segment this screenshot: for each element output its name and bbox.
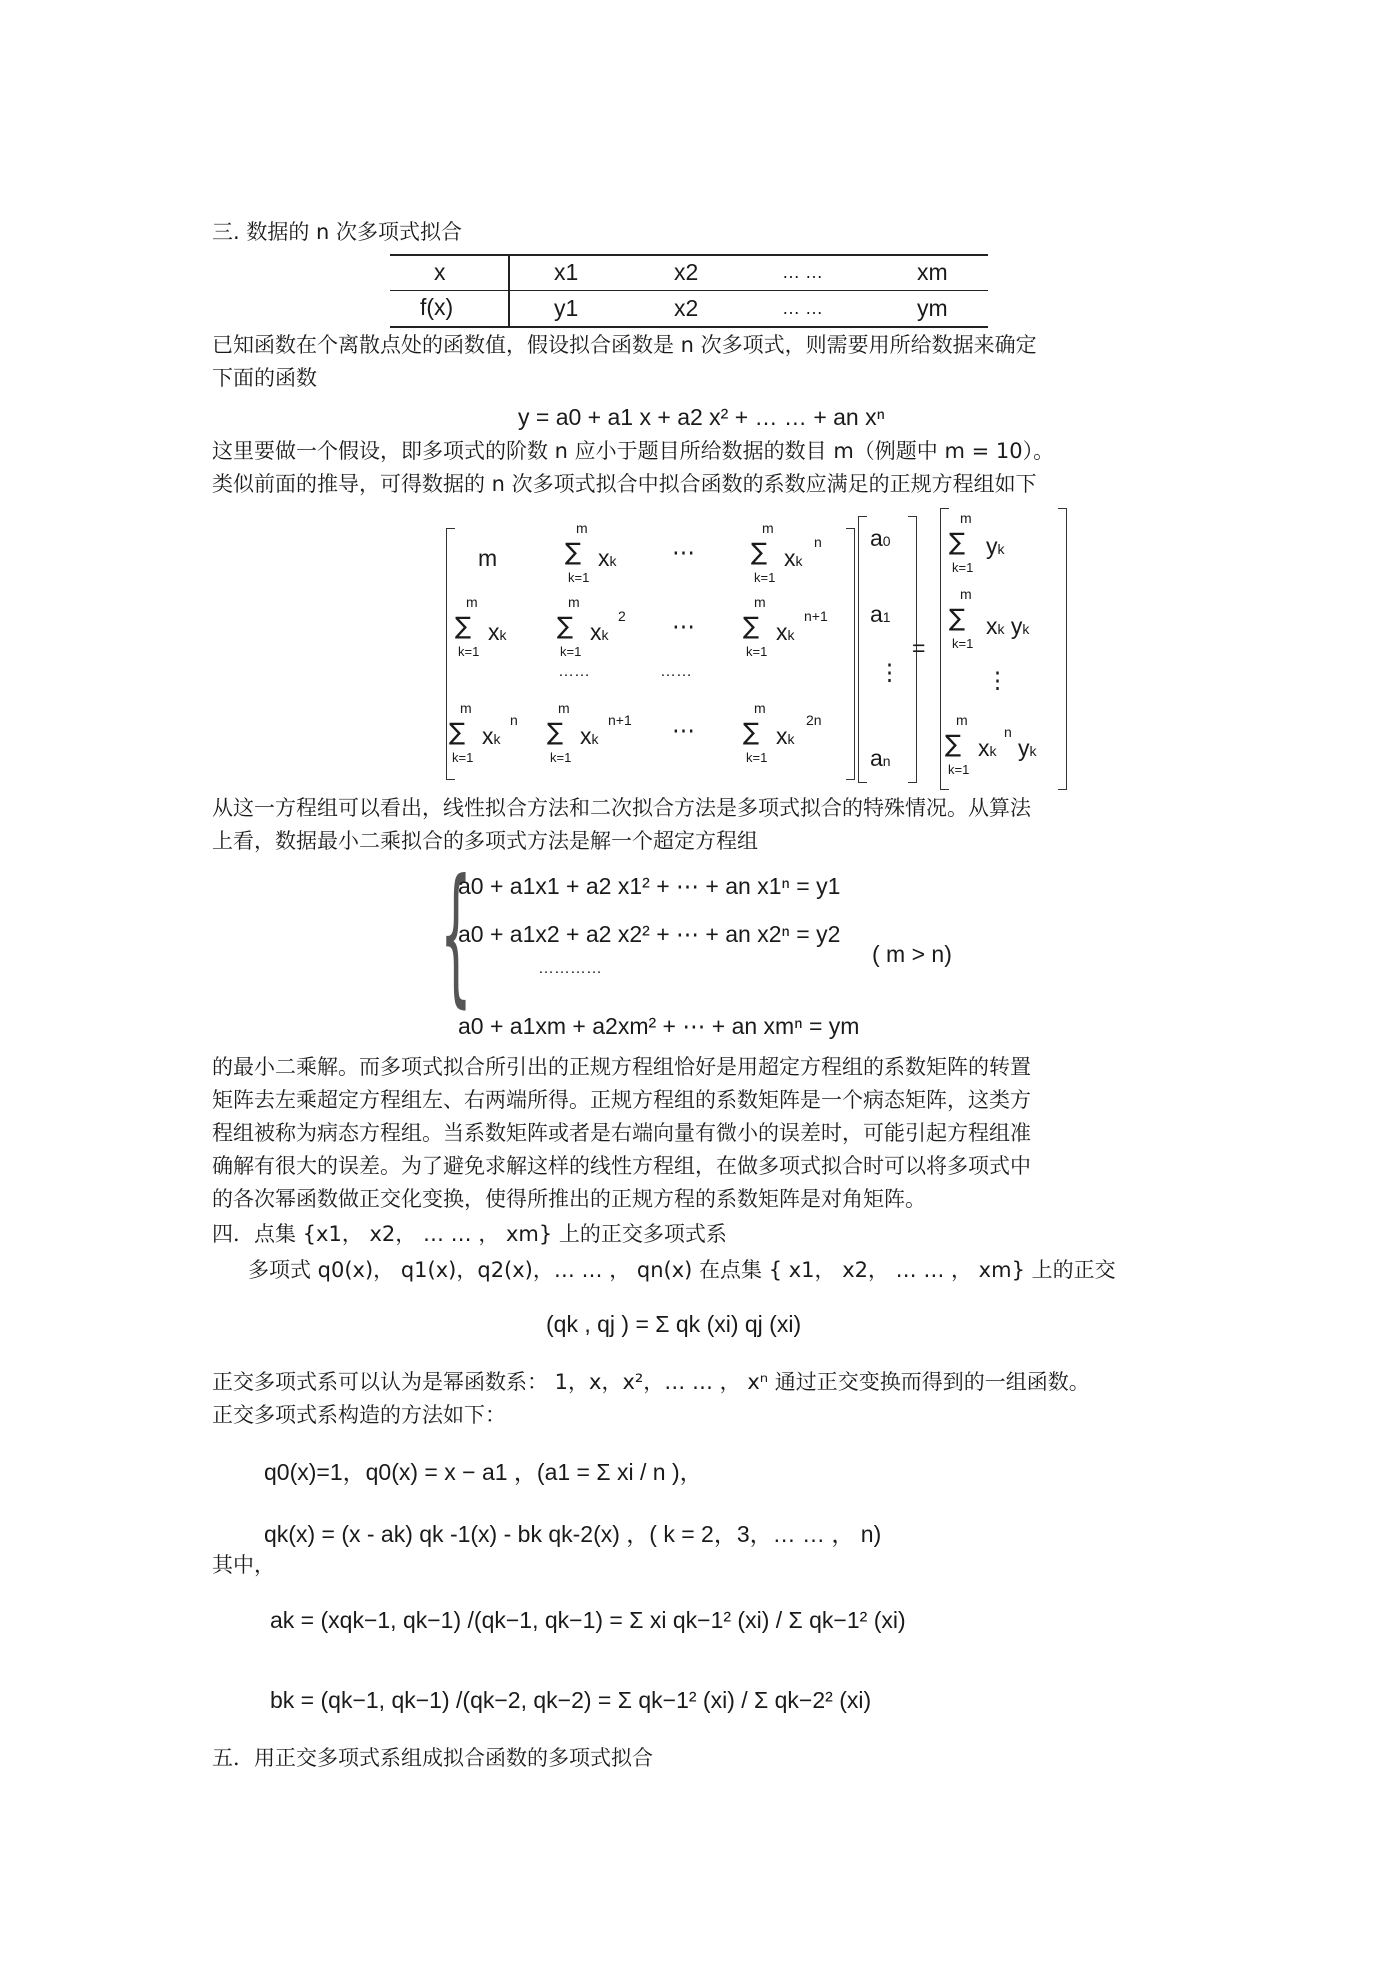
bk-formula: bk = (qk−1, qk−1) /(qk−2, qk−2) = Σ qk−1² (xi) / Σ qk−2² (xi)	[270, 1687, 872, 1713]
sum-icon: ∑	[949, 604, 966, 632]
section4-line2: 正交多项式系可以认为是幂函数系： 1，x，x²，… … ， xⁿ 通过正交变换而得到的一组函数。	[212, 1370, 1090, 1394]
sum-icon: ∑	[945, 730, 962, 758]
sum-icon: ∑	[751, 538, 768, 566]
table-cell-y1: y1	[554, 295, 579, 321]
section4-line1: 多项式 q0(x)， q1(x)，q2(x)，… … ， qn(x) 在点集 { x1， x2， … … ， xm} 上的正交	[248, 1258, 1116, 1282]
inner-product-formula: (qk , qj ) = Σ qk (xi) qj (xi)	[546, 1311, 802, 1337]
section5-heading: 五．用正交多项式系组成拟合函数的多项式拟合	[212, 1746, 653, 1770]
overdet-eq2: a0 + a1x2 + a2 x2² + ⋯ + an x2ⁿ = y2	[458, 921, 841, 947]
table-cell-x2: x2	[674, 259, 699, 285]
sum-icon: ∑	[949, 528, 966, 556]
sum-icon: ∑	[557, 612, 574, 640]
vector-y-right-bracket	[1058, 508, 1067, 790]
sum-icon: ∑	[743, 612, 760, 640]
table-cell-dots2: … …	[782, 298, 824, 318]
q-definition-1: q0(x)=1，q0(x) = x − a1 ，(a1 = Σ xi / n )，	[264, 1459, 703, 1485]
overdet-eqm: a0 + a1xm + a2xm² + ⋯ + an xmⁿ = ym	[458, 1013, 860, 1039]
sum-icon: ∑	[743, 718, 760, 746]
matrix-right-bracket	[846, 528, 855, 780]
table-cell-dots1: … …	[782, 262, 824, 282]
sum-icon: ∑	[455, 612, 472, 640]
para4-line3: 程组被称为病态方程组。当系数矩阵或者是右端向量有微小的误差时，可能引起方程组准	[212, 1121, 1031, 1145]
section4-heading: 四．点集 {x1， x2， … … ， xm} 上的正交多项式系	[212, 1222, 727, 1246]
overdet-eq1: a0 + a1x1 + a2 x1² + ⋯ + an x1ⁿ = y1	[458, 873, 841, 899]
sum-icon: ∑	[449, 718, 466, 746]
section4-line3: 正交多项式系构造的方法如下：	[212, 1403, 506, 1427]
para2-line2: 类似前面的推导，可得数据的 n 次多项式拟合中拟合函数的系数应满足的正规方程组如下	[212, 472, 1037, 496]
vector-a-left-bracket	[858, 516, 867, 783]
system-brace: {	[440, 848, 472, 1022]
table-bottom-rule	[390, 326, 988, 328]
para4-line2: 矩阵去左乘超定方程组左、右两端所得。正规方程组的系数矩阵是一个病态矩阵，这类方	[212, 1088, 1031, 1112]
table-mid-rule	[390, 290, 988, 291]
para4-line1: 的最小二乘解。而多项式拟合所引出的正规方程组恰好是用超定方程组的系数矩阵的转置	[212, 1055, 1031, 1079]
table-cell-x2b: x2	[674, 295, 699, 321]
matrix-m: m	[478, 545, 498, 571]
table-cell-x1: x1	[554, 259, 579, 285]
sum-icon: ∑	[547, 718, 564, 746]
q-definition-2: qk(x) = (x - ak) qk -1(x) - bk qk-2(x) ，( k = 2，3，… … ， n)	[264, 1521, 882, 1547]
section3-heading: 三. 数据的 n 次多项式拟合	[212, 220, 463, 244]
para1-line1: 已知函数在个离散点处的函数值，假设拟合函数是 n 次多项式，则需要用所给数据来确定	[212, 333, 1037, 357]
para4-line5: 的各次幂函数做正交化变换，使得所推出的正规方程的系数矩阵是对角矩阵。	[212, 1187, 926, 1211]
table-cell-ym: ym	[917, 295, 948, 321]
table-divider	[508, 255, 510, 326]
para3-line1: 从这一方程组可以看出，线性拟合方法和二次拟合方法是多项式拟合的特殊情况。从算法	[212, 796, 1031, 820]
table-cell-xm: xm	[917, 259, 948, 285]
para3-line2: 上看，数据最小二乘拟合的多项式方法是解一个超定方程组	[212, 829, 758, 853]
formula-y: y = a0 + a1 x + a2 x² + … … + an xⁿ	[518, 404, 886, 430]
normal-equations-matrix: m m ∑ k=1 xk ⋯ m ∑ k=1 xk n a0 m ∑ k=1 yk m ∑ k=1 xk m ∑ k=1 xk 2 ⋯ m ∑ k=1 xk n+1 a1 = m ∑ k=1 xk yk …… …… ⋮ ⋮ m ∑ k=1 xk n m ∑ k=1 xk n+1 ⋯ m ∑ k=1 xk 2n an m ∑ k=1 xk n yk	[440, 508, 1080, 788]
table-top-rule	[390, 254, 988, 256]
overdet-cond: ( m > n)	[872, 941, 952, 967]
table-cell-fx: f(x)	[420, 294, 454, 320]
where-label: 其中，	[212, 1553, 275, 1577]
para4-line4: 确解有很大的误差。为了避免求解这样的线性方程组，在做多项式拟合时可以将多项式中	[212, 1154, 1031, 1178]
para1-line2: 下面的函数	[212, 366, 317, 390]
sum-icon: ∑	[565, 538, 582, 566]
para2-line1: 这里要做一个假设，即多项式的阶数 n 应小于题目所给数据的数目 m（例题中 m = 10）。	[212, 439, 1055, 463]
ak-formula: ak = (xqk−1, qk−1) /(qk−1, qk−1) = Σ xi qk−1² (xi) / Σ qk−1² (xi)	[270, 1607, 906, 1633]
table-cell-x: x	[434, 259, 446, 285]
overdet-dots: …………	[538, 960, 602, 977]
